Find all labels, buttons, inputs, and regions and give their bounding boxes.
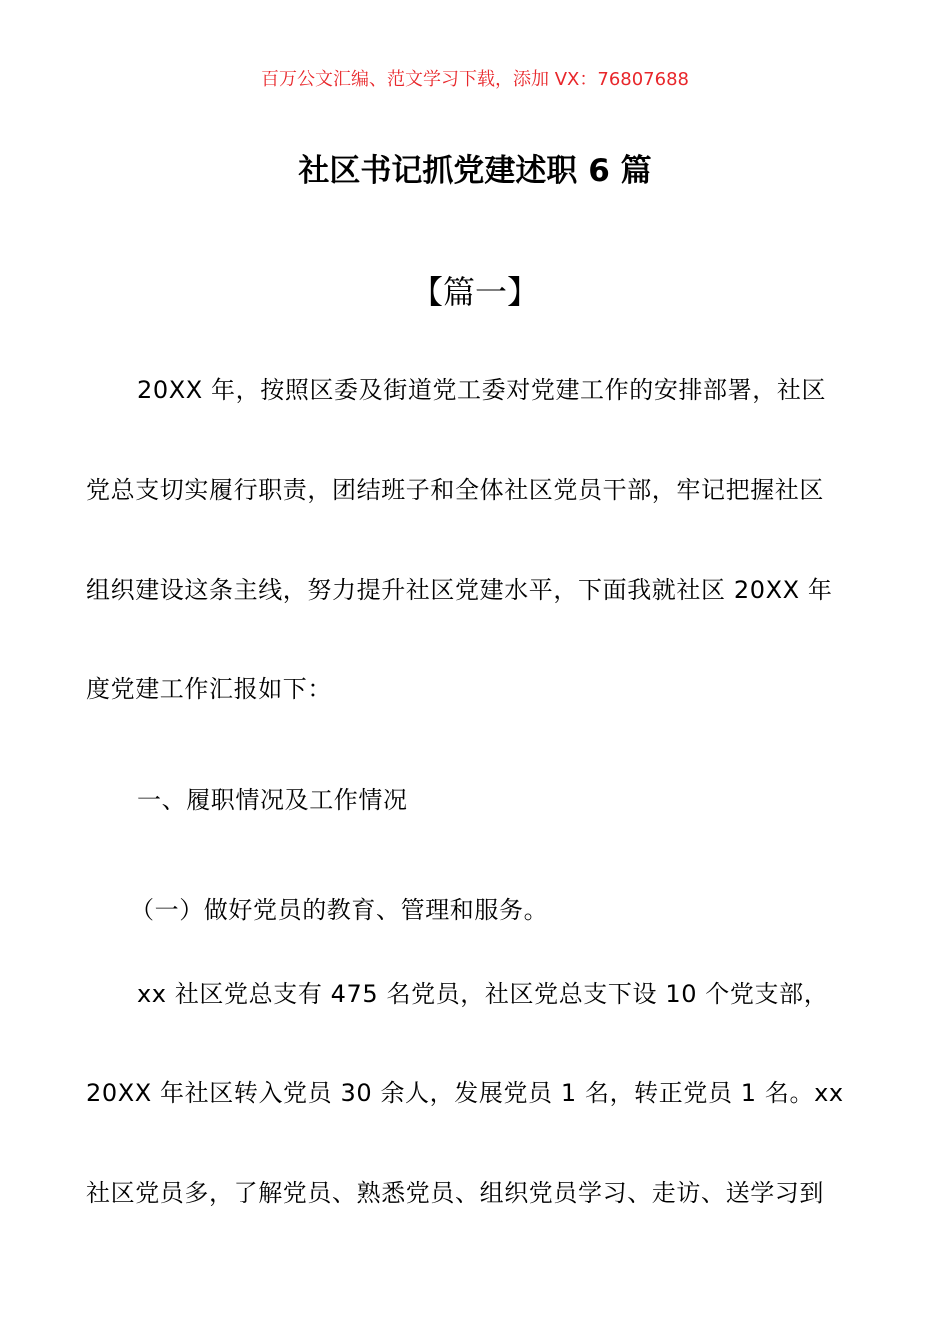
- subheading: 一、履职情况及工作情况: [137, 786, 408, 814]
- paragraph-line: xx 社区党总支有 475 名党员，社区党总支下设 10 个党支部，: [137, 980, 829, 1008]
- document-title: 社区书记抓党建述职 6 篇: [298, 153, 652, 189]
- header-note: 百万公文汇编、范文学习下载，添加 VX：76807688: [261, 69, 689, 90]
- section-heading: 【篇一】: [410, 273, 539, 311]
- subheading: （一）做好党员的教育、管理和服务。: [130, 896, 549, 924]
- paragraph-line: 20XX 年社区转入党员 30 余人，发展党员 1 名，转正党员 1 名。xx: [86, 1079, 844, 1107]
- paragraph-line: 度党建工作汇报如下：: [86, 675, 332, 703]
- paragraph-line: 党总支切实履行职责，团结班子和全体社区党员干部，牢记把握社区: [86, 476, 824, 504]
- paragraph-line: 社区党员多，了解党员、熟悉党员、组织党员学习、走访、送学习到: [86, 1179, 824, 1207]
- paragraph-line: 20XX 年，按照区委及街道党工委对党建工作的安排部署，社区: [137, 376, 827, 404]
- paragraph-line: 组织建设这条主线，努力提升社区党建水平，下面我就社区 20XX 年: [86, 576, 833, 604]
